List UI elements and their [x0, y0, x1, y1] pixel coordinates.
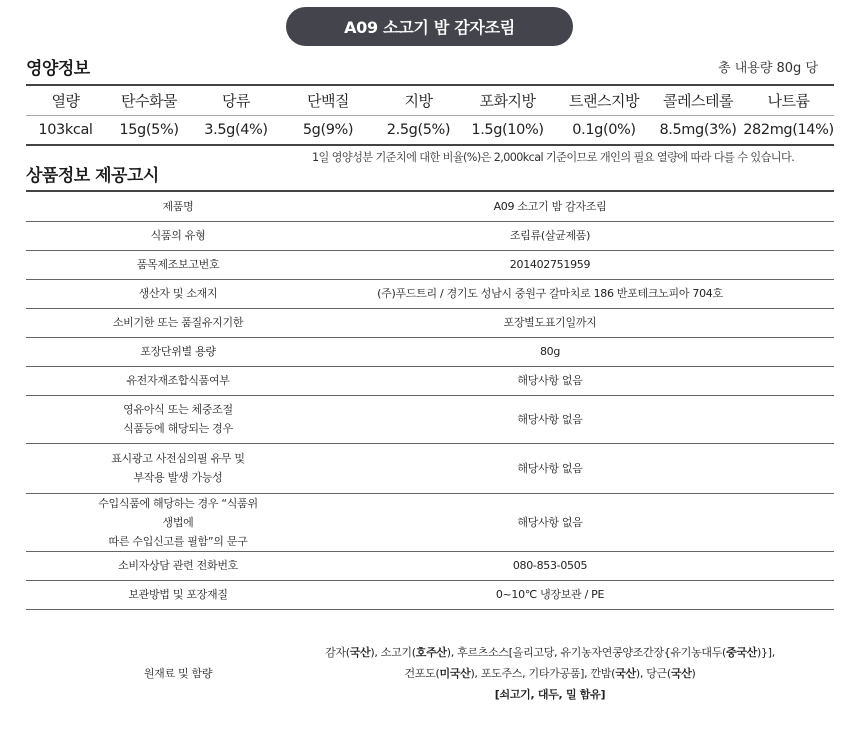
ingredient-origin: [쇠고기, 대두, 밀 함유] [494, 688, 606, 702]
nutrition-value-cholesterol: 8.5mg(3%) [653, 115, 743, 145]
nutrition-footnote: 1일 영양성분 기준치에 대한 비율(%)은 2,000kcal 기준이므로 개인의 필요 열량에 따라 다를 수 있습니다. [312, 151, 795, 164]
nutrition-header-protein: 단백질 [279, 85, 377, 115]
info-row [26, 395, 834, 443]
info-label-line: 영유아식 또는 체중조절 [123, 403, 233, 416]
info-value: 포장별도표기일까지 [266, 308, 834, 337]
nutrition-value-fat: 2.5g(5%) [377, 115, 460, 145]
info-row [26, 279, 834, 308]
info-label-line: 소비기한 또는 품질유지기한 [112, 316, 244, 329]
info-value: 80g [266, 337, 834, 366]
info-row [26, 443, 834, 493]
ingredient-text: 감자( [325, 646, 350, 660]
info-label-line: 식품의 유형 [150, 229, 206, 242]
info-label [26, 551, 266, 580]
nutrition-header-trans-fat: 트랜스지방 [555, 85, 653, 115]
ingredient-text: ), 소고기( [370, 646, 416, 660]
ingredients-line [272, 642, 828, 663]
info-label-line: 표시광고 사전심의필 유무 및 [111, 452, 245, 465]
nutrition-value-row [26, 115, 834, 145]
nutrition-header-row [26, 85, 834, 115]
info-label [26, 366, 266, 395]
info-label-line: 포장단위별 용량 [140, 345, 216, 358]
info-label [26, 337, 266, 366]
info-label-line: 제품명 [162, 199, 194, 213]
info-row [26, 250, 834, 279]
nutrition-header-calories: 열량 [26, 85, 105, 115]
nutrition-basis: 총 내용량 80g 당 [718, 61, 818, 76]
info-label-line: 생산자 및 소재지 [138, 287, 218, 300]
nutrition-header-sugars: 당류 [193, 85, 279, 115]
info-row [26, 551, 834, 580]
info-label [26, 580, 266, 609]
product-title-banner [286, 7, 573, 46]
info-label [26, 308, 266, 337]
info-row-ingredients [26, 609, 834, 730]
info-row [26, 580, 834, 609]
info-label-line: 부작용 발생 가능성 [133, 471, 223, 484]
nutrition-value-sodium: 282mg(14%) [743, 115, 834, 145]
nutrition-header-cholesterol: 콜레스테롤 [653, 85, 743, 115]
nutrition-header-carbs: 탄수화물 [105, 85, 193, 115]
info-value: 해당사항 없음 [266, 443, 834, 493]
ingredient-origin: 미국산 [439, 667, 471, 681]
info-label [26, 443, 266, 493]
product-title: A09 소고기 밤 감자조림 [344, 18, 515, 37]
info-row [26, 221, 834, 250]
ingredient-origin: 중국산 [726, 646, 758, 660]
nutrition-section-title: 영양정보 [26, 59, 90, 79]
nutrition-value-protein: 5g(9%) [279, 115, 377, 145]
nutrition-header-fat: 지방 [377, 85, 460, 115]
info-label-line: 식품등에 해당되는 경우 [123, 422, 233, 435]
info-value: 080-853-0505 [266, 551, 834, 580]
ingredients-line [272, 684, 828, 705]
info-row [26, 493, 834, 551]
ingredients-line [272, 663, 828, 684]
info-label-line: 보관방법 및 포장재질 [128, 588, 228, 601]
info-value: 해당사항 없음 [266, 493, 834, 551]
ingredient-text: ), 포도주스, 기타가공품], 깐밤( [470, 667, 616, 681]
info-label [26, 221, 266, 250]
info-value: 해당사항 없음 [266, 395, 834, 443]
info-label-line: 따른 수입신고를 필함”의 문구 [108, 534, 248, 548]
ingredient-text: )}], [757, 646, 775, 660]
ingredient-text: ), 당근( [635, 667, 671, 681]
product-info-table [26, 190, 834, 730]
info-row [26, 191, 834, 221]
product-info-section-title: 상품정보 제공고시 [26, 166, 159, 186]
ingredient-origin: 국산 [670, 667, 692, 681]
info-label-line: 유전자재조합식품여부 [126, 374, 230, 387]
nutrition-value-carbs: 15g(5%) [105, 115, 193, 145]
info-label [26, 250, 266, 279]
info-value: 조림류(살균제품) [266, 221, 834, 250]
ingredient-text: 건포도( [404, 667, 440, 681]
info-row [26, 366, 834, 395]
nutrition-value-trans-fat: 0.1g(0%) [555, 115, 653, 145]
info-label [26, 493, 266, 551]
nutrition-header-sodium: 나트륨 [743, 85, 834, 115]
info-label [26, 395, 266, 443]
info-value: 0~10℃ 냉장보관 / PE [266, 580, 834, 609]
ingredients-value [266, 609, 834, 730]
ingredients-label: 원재료 및 함량 [26, 609, 266, 730]
info-value: 해당사항 없음 [266, 366, 834, 395]
info-value: A09 소고기 밤 감자조림 [266, 191, 834, 221]
info-label-line: 소비자상담 관련 전화번호 [118, 559, 238, 572]
nutrition-header-saturated-fat: 포화지방 [460, 85, 555, 115]
info-row [26, 337, 834, 366]
ingredient-origin: 호주산 [415, 646, 447, 660]
nutrition-value-calories: 103kcal [26, 115, 105, 145]
nutrition-value-sugars: 3.5g(4%) [193, 115, 279, 145]
info-label [26, 279, 266, 308]
nutrition-value-saturated-fat: 1.5g(10%) [460, 115, 555, 145]
info-value: (주)푸드트리 / 경기도 성남시 중원구 갈마치로 186 반포테크노피아 704호 [266, 279, 834, 308]
ingredient-origin: 국산 [349, 646, 371, 660]
info-row [26, 308, 834, 337]
nutrition-table [26, 84, 834, 146]
ingredient-text: ), 후르츠소스[올리고당, 유기농자연콩양조간장{유기농대두( [446, 646, 727, 660]
info-label [26, 191, 266, 221]
ingredient-text: ) [691, 667, 696, 681]
ingredient-origin: 국산 [615, 667, 636, 681]
info-label-line: 품목제조보고번호 [136, 258, 220, 271]
info-value: 201402751959 [266, 250, 834, 279]
info-label-line: 수입식품에 해당하는 경우 “식품위생법에 [98, 496, 258, 529]
